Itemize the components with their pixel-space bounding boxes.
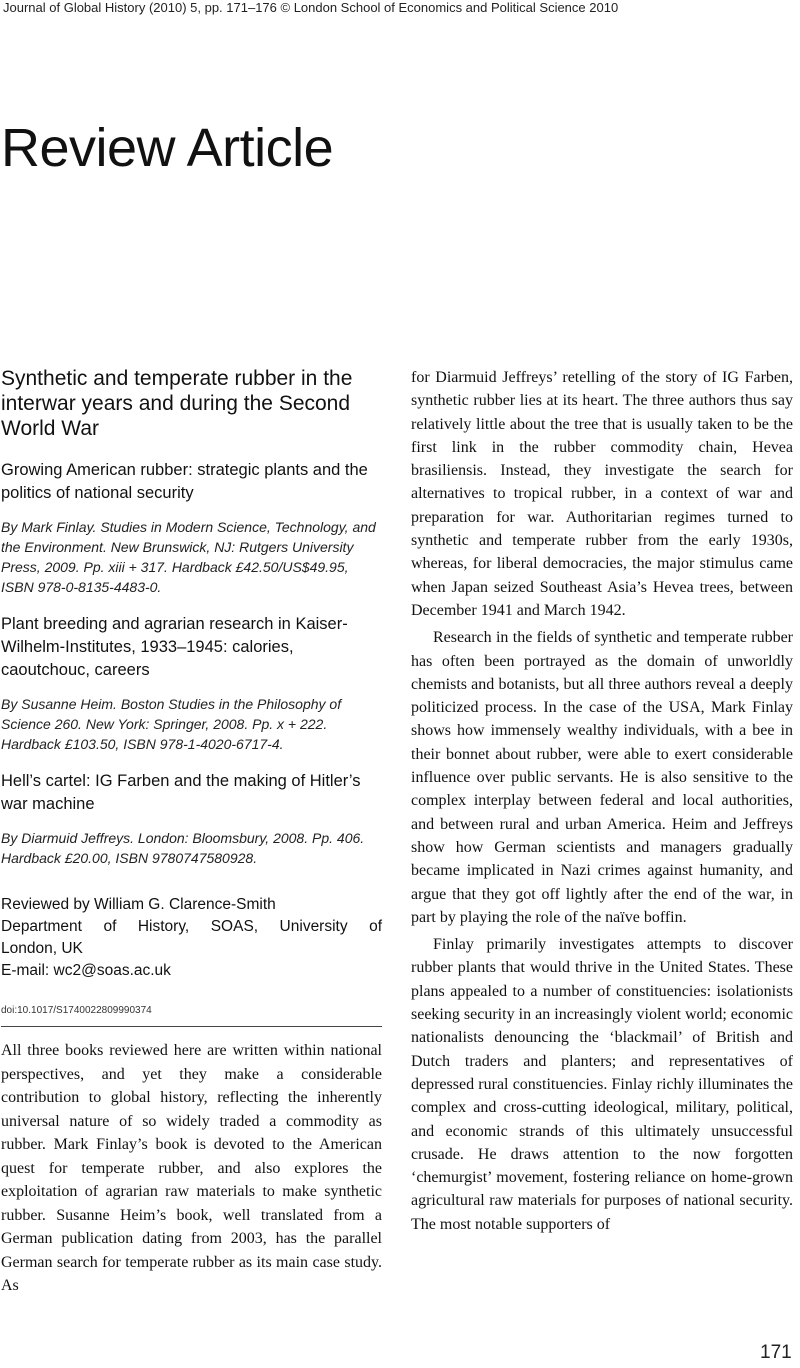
book-entry-3 (1, 770, 382, 868)
running-head: Journal of Global History (2010) 5, pp. 171–176 © London School of Economics and Political Science 2010 (3, 0, 619, 15)
book-title: Growing American rubber: strategic plants and the politics of national security (1, 461, 368, 502)
reviewer-affiliation-cont: London, UK (1, 940, 83, 957)
reviewer-affiliation: Department of History, SOAS, University of (1, 918, 382, 935)
page-number: 171 (760, 1342, 792, 1363)
doi[interactable]: doi:10.1017/S1740022809990374 (1, 1005, 152, 1016)
reviewer-block (1, 894, 382, 982)
book-meta: By Susanne Heim. Boston Studies in the Philosophy of Science 260. New York: Springer, 2008. Pp. x + 222. Hardback £103.50, ISBN 978-1-4020-6717-4. (1, 696, 342, 752)
section-title: Review Article (1, 118, 334, 179)
divider (1, 1026, 382, 1027)
book-meta: By Mark Finlay. Studies in Modern Science, Technology, and the Environment. New Brunswick, NJ: Rutgers University Press, 2009. Pp. xiii + 317. Hardback £42.50/US$49.95, ISBN 978-0-8135-4483-0. (1, 519, 376, 595)
body-paragraph: for Diarmuid Jeffreys’ retelling of the story of IG Farben, synthetic rubber lies at its heart. The three authors thus say relatively little about the tree that is usually taken to be the first link in the rubber commodity chain, Hevea brasiliensis. Instead, they investigate the search for alternatives to tropical rubber, in a context of war and preparation for war. Authoritarian regimes turned to synthetic and temperate rubber from the early 1930s, whereas, for liberal democracies, the major stimulus came when Japan seized Southeast Asia’s Hevea trees, between December 1941 and March 1942. (411, 369, 793, 619)
body-paragraph: All three books reviewed here are written within national perspectives, and yet they make a considerable contribution to global history, reflecting the inherently universal nature of so widely traded a commodity as rubber. Mark Finlay’s book is devoted to the American quest for temperate rubber, and also explores the exploitation of agrarian raw materials to make synthetic rubber. Susanne Heim’s book, well translated from a German publication dating from 2003, has the parallel German search for temperate rubber as its main case study. As (1, 1042, 382, 1294)
reviewer-name: Reviewed by William G. Clarence-Smith (1, 896, 276, 913)
reviewer-email[interactable]: E-mail: wc2@soas.ac.uk (1, 962, 171, 979)
book-entry-1 (1, 459, 382, 597)
body-paragraph: Finlay primarily investigates attempts to discover rubber plants that would thrive in the United States. These plans appealed to a number of constituencies: isolationists seeking security in an increasingly violent world; economic nationalists denouncing the ‘blackmail’ of British and Dutch traders and planters; and representatives of depressed rural constituencies. Finlay richly illuminates the complex and cross-cutting ideological, military, political, and economic strands of this ultimately unsuccessful crusade. He draws attention to the now forgotten ‘chemurgist’ movement, fostering reliance on home-grown agricultural raw materials for purposes of national security. The most notable supporters of (411, 936, 793, 1233)
book-meta: By Diarmuid Jeffreys. London: Bloomsbury, 2008. Pp. 406. Hardback £20.00, ISBN 9780747580928. (1, 830, 365, 866)
body-paragraph: Research in the fields of synthetic and temperate rubber has often been portrayed as the domain of unworldly chemists and botanists, but all three authors reveal a deeply politicized process. In the case of the USA, Mark Finlay shows how immensely wealthy individuals, with a bee in their bonnet about rubber, were able to exert considerable influence over public servants. He is also sensitive to the complex interplay between federal and local authorities, and between rural and urban America. Heim and Jeffreys show how German scientists and managers gradually became implicated in Nazi crimes against humanity, and argue that they got off lightly after the end of the war, in part by playing the role of the naïve boffin. (411, 629, 793, 926)
right-column (411, 366, 793, 1236)
book-title: Plant breeding and agrarian research in Kaiser-Wilhelm-Institutes, 1933–1945: calories, caoutchouc, careers (1, 615, 348, 679)
left-column (1, 366, 382, 1298)
book-title: Hell’s cartel: IG Farben and the making of Hitler’s war machine (1, 772, 361, 813)
book-entry-2 (1, 613, 382, 754)
review-title: Synthetic and temperate rubber in the interwar years and during the Second World War (1, 367, 353, 440)
